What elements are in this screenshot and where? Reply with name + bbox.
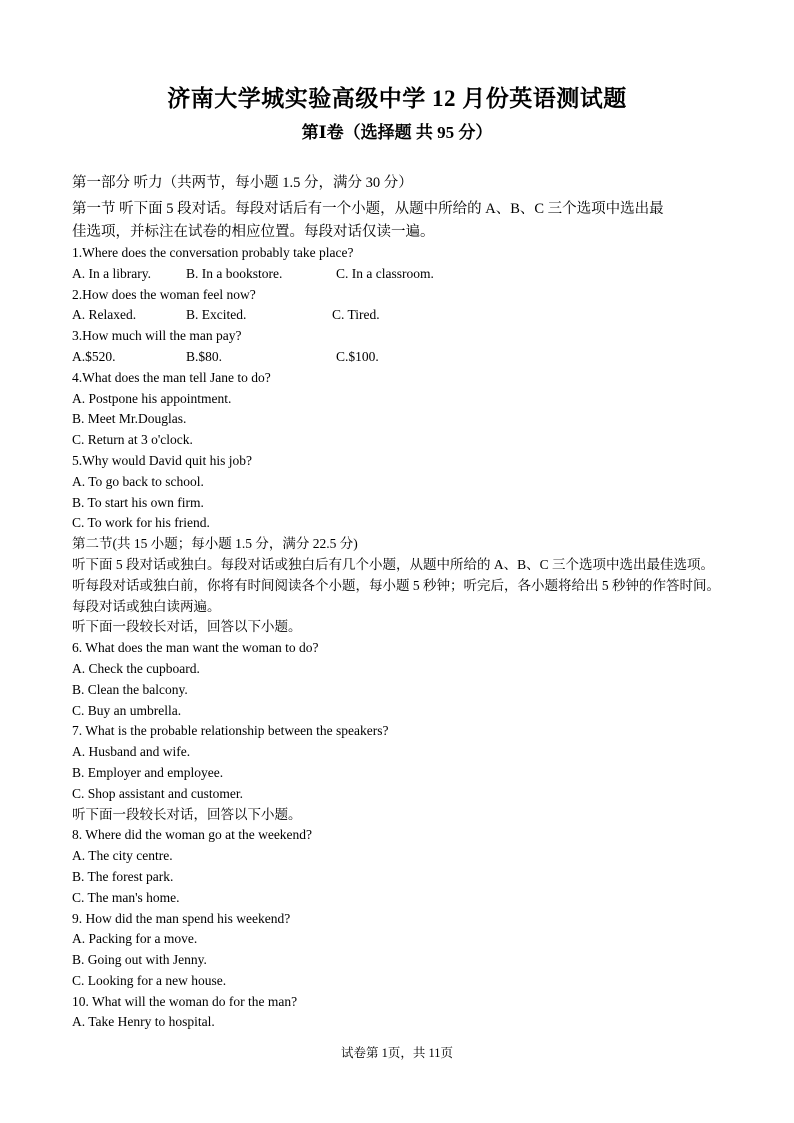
option-c: C. To work for his friend. [72, 515, 210, 531]
question-stem: 2.How does the woman feel now? [72, 286, 256, 302]
option-b: B. The forest park. [72, 868, 174, 884]
question-stem: 3.How much will the man pay? [72, 328, 242, 344]
option-c: C.$100. [336, 348, 379, 364]
option-c: C. Shop assistant and customer. [72, 785, 243, 801]
listening-prompt: 听下面一段较长对话，回答以下小题。 [72, 619, 302, 635]
question-stem: 6. What does the man want the woman to do? [72, 640, 319, 656]
option-a: A. Postpone his appointment. [72, 390, 232, 406]
option-c: C. In a classroom. [336, 265, 434, 281]
option-a: A. Husband and wife. [72, 744, 191, 760]
section2-instruction-line2: 听每段对话或独白前，你将有时间阅读各个小题，每小题 5 秒钟；听完后，各小题将给出 5 秒钟的作答时间。 [72, 577, 720, 593]
section1-instruction-line2: 佳选项，并标注在试卷的相应位置。每段对话仅读一遍。 [72, 224, 435, 240]
option-a: A. To go back to school. [72, 473, 204, 489]
question-stem: 4.What does the man tell Jane to do? [72, 369, 271, 385]
option-c: C. Tired. [332, 307, 380, 323]
option-b: B. In a bookstore. [186, 265, 283, 281]
page-footer: 试卷第 1页，共 11页 [340, 1046, 454, 1060]
option-b: B.$80. [186, 348, 223, 364]
part1-heading: 第一部分 听力（共两节，每小题 1.5 分，满分 30 分） [72, 175, 413, 191]
option-c: C. Buy an umbrella. [72, 702, 182, 718]
section2-instruction-line3: 每段对话或独白读两遍。 [72, 598, 221, 614]
option-a: A. Take Henry to hospital. [72, 1014, 215, 1030]
question-options [72, 347, 732, 368]
question-options [72, 264, 732, 285]
option-c: C. Return at 3 o'clock. [72, 432, 193, 448]
question-stem: 7. What is the probable relationship between the speakers? [72, 723, 389, 739]
option-c: C. The man's home. [72, 889, 180, 905]
option-c: C. Looking for a new house. [72, 972, 227, 988]
option-b: B. Meet Mr.Douglas. [72, 411, 187, 427]
question-stem: 5.Why would David quit his job? [72, 452, 252, 468]
option-a: A. Check the cupboard. [72, 660, 200, 676]
question-stem: 1.Where does the conversation probably take place? [72, 245, 354, 260]
option-b: B. Clean the balcony. [72, 681, 188, 697]
exam-title: 济南大学城实验高级中学 12 月份英语测试题 [167, 86, 627, 111]
listening-prompt: 听下面一段较长对话，回答以下小题。 [72, 806, 302, 822]
option-a: A. Relaxed. [72, 307, 137, 323]
option-b: B. Excited. [186, 307, 247, 323]
option-b: B. Employer and employee. [72, 764, 224, 780]
option-a: A. In a library. [72, 265, 151, 281]
exam-subtitle: 第Ⅰ卷（选择题 共 95 分） [301, 123, 493, 142]
section2-instruction-line1: 听下面 5 段对话或独白。每段对话或独白后有几个小题，从题中所给的 A、B、C 三个选项中选出最佳选项。 [72, 556, 715, 572]
question-stem: 10. What will the woman do for the man? [72, 993, 298, 1009]
option-a: A.$520. [72, 348, 116, 364]
option-a: A. Packing for a move. [72, 931, 198, 947]
option-a: A. The city centre. [72, 848, 173, 864]
question-options [72, 305, 732, 326]
section2-heading: 第二节(共 15 小题；每小题 1.5 分，满分 22.5 分) [72, 536, 358, 552]
option-b: B. To start his own firm. [72, 494, 204, 510]
section1-instruction-line1: 第一节 听下面 5 段对话。每段对话后有一个小题，从题中所给的 A、B、C 三个选项中选出最 [72, 201, 664, 217]
question-stem: 8. Where did the woman go at the weekend? [72, 827, 313, 843]
option-b: B. Going out with Jenny. [72, 952, 207, 968]
question-stem: 9. How did the man spend his weekend? [72, 910, 291, 926]
exam-content [72, 170, 732, 1033]
